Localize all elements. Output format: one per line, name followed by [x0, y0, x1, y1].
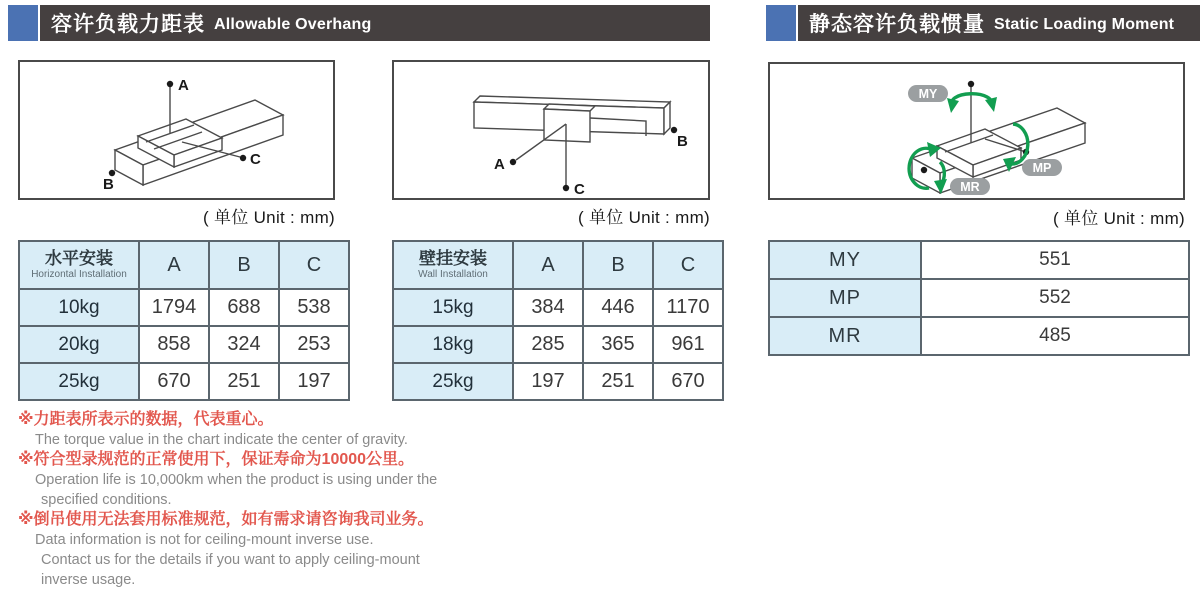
moment-value-cell: 552 — [921, 279, 1189, 317]
allowable-overhang-header — [8, 5, 710, 41]
column-header-c: C — [653, 241, 723, 289]
table-title-en: Wall Installation — [418, 269, 488, 281]
table-row — [19, 289, 349, 326]
load-cell: 15kg — [393, 289, 513, 326]
table-row — [393, 326, 723, 363]
table-title-zh: 壁挂安装 — [419, 249, 487, 269]
unit-label: ( 单位 Unit : mm) — [203, 208, 335, 227]
moment-drawing — [770, 64, 1183, 198]
unit-label: ( 单位 Unit : mm) — [1053, 209, 1185, 228]
value-cell: 858 — [139, 326, 209, 363]
value-cell: 197 — [279, 363, 349, 400]
moment-label-cell: MP — [769, 279, 921, 317]
value-cell: 197 — [513, 363, 583, 400]
dimension-b-label: B — [677, 133, 688, 150]
value-cell: 365 — [583, 326, 653, 363]
header-title-zh: 静态容许负载惯量 — [809, 13, 985, 36]
dimension-b — [671, 127, 688, 150]
table-row — [769, 241, 1189, 279]
moment-value-cell: 485 — [921, 317, 1189, 355]
column-header-b: B — [583, 241, 653, 289]
dimension-a — [494, 124, 566, 173]
table-title-cell — [393, 241, 513, 289]
value-cell: 1170 — [653, 289, 723, 326]
value-cell: 1794 — [139, 289, 209, 326]
wall-installation-drawing — [394, 62, 708, 198]
table-row — [769, 317, 1189, 355]
value-cell: 961 — [653, 326, 723, 363]
value-cell: 324 — [209, 326, 279, 363]
note-1-en: The torque value in the chart indicate the center of gravity. — [35, 432, 408, 448]
horizontal-installation-diagram — [18, 60, 335, 200]
moment-value-cell: 551 — [921, 241, 1189, 279]
value-cell: 384 — [513, 289, 583, 326]
table-title-zh: 水平安装 — [45, 249, 113, 269]
load-cell: 10kg — [19, 289, 139, 326]
value-cell: 253 — [279, 326, 349, 363]
column-header-b: B — [209, 241, 279, 289]
value-cell: 538 — [279, 289, 349, 326]
header-bar — [40, 5, 710, 41]
unit-label: ( 单位 Unit : mm) — [578, 208, 710, 227]
table-row — [19, 363, 349, 400]
load-cell: 20kg — [19, 326, 139, 363]
note-3-en-line3: inverse usage. — [41, 572, 136, 588]
wall-installation-table — [392, 240, 724, 401]
value-cell: 251 — [209, 363, 279, 400]
column-header-a: A — [513, 241, 583, 289]
footnotes — [18, 410, 498, 590]
wall-installation-diagram — [392, 60, 710, 200]
horizontal-installation-table — [18, 240, 350, 401]
value-cell: 670 — [653, 363, 723, 400]
column-header-a: A — [139, 241, 209, 289]
dimension-b — [103, 170, 115, 193]
moment-label-cell: MY — [769, 241, 921, 279]
mr-pill-label: MR — [960, 180, 980, 194]
header-title-en: Static Loading Moment — [994, 16, 1175, 33]
value-cell: 285 — [513, 326, 583, 363]
note-3-zh: ※倒吊使用无法套用标准规范，如有需求请咨询我司业务。 — [18, 511, 434, 528]
note-1-zh: ※力距表所表示的数据，代表重心。 — [18, 411, 274, 428]
table-header-row — [393, 241, 723, 289]
header-title-zh: 容许负载力距表 — [51, 13, 205, 36]
table-row — [769, 279, 1189, 317]
note-2-en-line1: Operation life is 10,000km when the product is using under the — [35, 472, 438, 488]
dimension-a-label: A — [178, 77, 189, 94]
dimension-a-label: A — [494, 156, 505, 173]
header-accent-square — [766, 5, 796, 41]
value-cell: 688 — [209, 289, 279, 326]
load-cell: 25kg — [19, 363, 139, 400]
header-accent-square — [8, 5, 38, 41]
horizontal-installation-drawing — [20, 62, 333, 198]
load-cell: 25kg — [393, 363, 513, 400]
header-title-en: Allowable Overhang — [214, 16, 372, 33]
table-title-cell — [19, 241, 139, 289]
slider-block — [544, 104, 595, 142]
load-cell: 18kg — [393, 326, 513, 363]
header-bar — [798, 5, 1200, 41]
mp-pill-label: MP — [1032, 161, 1052, 175]
moment-diagram — [768, 62, 1185, 200]
moment-label-cell: MR — [769, 317, 921, 355]
table-row — [19, 326, 349, 363]
value-cell: 446 — [583, 289, 653, 326]
value-cell: 251 — [583, 363, 653, 400]
table-row — [393, 363, 723, 400]
note-3-en-line1: Data information is not for ceiling-mount inverse use. — [35, 532, 374, 548]
table-row — [393, 289, 723, 326]
my-pill-label: MY — [918, 87, 938, 101]
table-title-en: Horizontal Installation — [31, 269, 127, 281]
static-loading-moment-header — [766, 5, 1200, 41]
column-header-c: C — [279, 241, 349, 289]
note-3-en-line2: Contact us for the details if you want to apply ceiling-mount — [41, 552, 420, 568]
note-2-zh: ※符合型录规范的正常使用下，保证寿命为10000公里。 — [18, 451, 415, 468]
dimension-b-label: B — [103, 176, 114, 193]
dimension-c-label: C — [250, 151, 261, 168]
value-cell: 670 — [139, 363, 209, 400]
note-2-en-line2: specified conditions. — [41, 492, 172, 508]
moment-table — [768, 240, 1190, 356]
table-header-row — [19, 241, 349, 289]
dimension-c-label: C — [574, 181, 585, 198]
